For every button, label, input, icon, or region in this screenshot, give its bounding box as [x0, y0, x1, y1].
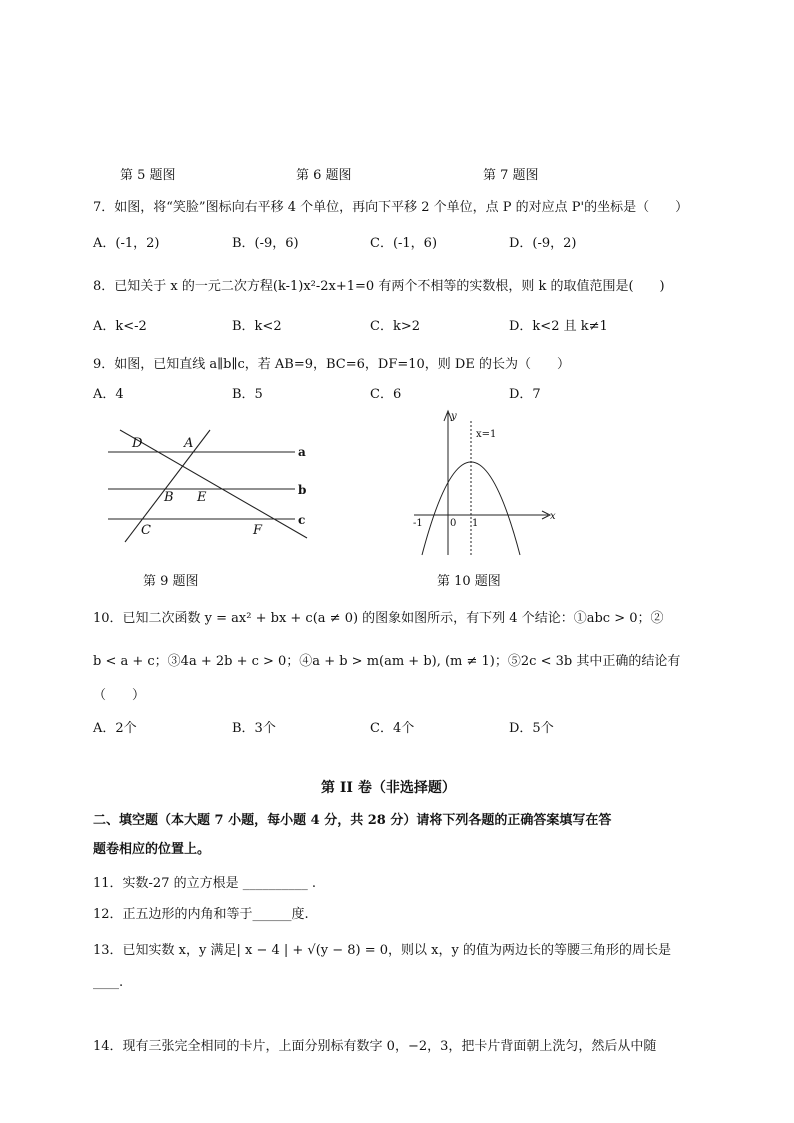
q8-option-d: D．k<2 且 k≠1 — [509, 319, 608, 334]
label-one: 1 — [472, 518, 479, 529]
label-a: a — [298, 445, 306, 459]
q8-option-b: B．k<2 — [232, 319, 282, 334]
section-2-instruction-line2: 题卷相应的位置上。 — [93, 842, 211, 857]
q9-option-a: A．4 — [93, 387, 124, 402]
q10-option-d: D．5个 — [509, 721, 554, 736]
question-13-line2: ____. — [93, 975, 124, 990]
label-x: x — [550, 511, 556, 522]
label-b: b — [298, 483, 307, 497]
label-F: F — [253, 523, 263, 538]
figure-10 — [408, 405, 558, 560]
fig5-caption: 第 5 题图 — [120, 168, 176, 183]
q7-option-d: D．(-9，2) — [509, 236, 577, 251]
section-2-heading: 第 II 卷（非选择题） — [321, 780, 456, 796]
q8-option-a: A．k<-2 — [93, 319, 147, 334]
label-neg1: -1 — [413, 518, 423, 529]
q9-option-c: C．6 — [370, 387, 402, 402]
figure-9 — [100, 425, 320, 550]
fig9-caption: 第 9 题图 — [143, 574, 199, 589]
q10-option-a: A．2个 — [93, 721, 137, 736]
question-8: 8．已知关于 x 的一元二次方程(k-1)x²-2x+1=0 有两个不相等的实数根，则 k 的取值范围是( ) — [93, 279, 665, 294]
q7-option-b: B．(-9，6) — [232, 236, 299, 251]
fig10-caption: 第 10 题图 — [437, 574, 501, 589]
label-D: D — [132, 436, 143, 451]
question-7: 7．如图，将“笑脸”图标向右平移 4 个单位，再向下平移 2 个单位，点 P 的对应点 P'的坐标是（ ） — [93, 200, 689, 215]
label-E: E — [197, 490, 207, 505]
transversal-def — [120, 430, 307, 538]
label-zero: 0 — [450, 518, 457, 529]
q9-option-b: B．5 — [232, 387, 263, 402]
question-11: 11．实数-27 的立方根是 __________ . — [93, 876, 317, 891]
label-axis: x=1 — [476, 429, 497, 440]
question-9: 9．如图，已知直线 a∥b∥c，若 AB=9，BC=6，DF=10，则 DE 的长为（ ） — [93, 357, 570, 372]
label-B: B — [164, 490, 174, 505]
fig7-caption: 第 7 题图 — [483, 168, 539, 183]
question-12: 12．正五边形的内角和等于______度. — [93, 907, 309, 922]
question-10-line3: （ ） — [93, 688, 146, 703]
q7-option-c: C．(-1，6) — [370, 236, 438, 251]
label-c: c — [298, 513, 306, 527]
section-2-instruction-line1: 二、填空题（本大题 7 小题，每小题 4 分，共 28 分）请将下列各题的正确答案填写在答 — [93, 813, 612, 828]
q10-option-c: C．4个 — [370, 721, 415, 736]
q9-option-d: D．7 — [509, 387, 541, 402]
q8-option-c: C．k>2 — [370, 319, 420, 334]
label-C: C — [141, 523, 151, 538]
q7-option-a: A．(-1，2) — [93, 236, 160, 251]
question-10-line2: b < a + c；③4a + 2b + c > 0；④a + b > m(am + b), (m ≠ 1)；⑤2c < 3b 其中正确的结论有 — [93, 654, 681, 669]
label-A: A — [184, 436, 194, 451]
q10-option-b: B．3个 — [232, 721, 276, 736]
fig6-caption: 第 6 题图 — [296, 168, 352, 183]
question-13-line1: 13．已知实数 x，y 满足| x − 4 | + √(y − 8) = 0，则以 x，y 的值为两边长的等腰三角形的周长是 — [93, 943, 671, 958]
question-14: 14．现有三张完全相同的卡片，上面分别标有数字 0，−2，3，把卡片背面朝上洗匀，然后从中随 — [93, 1039, 657, 1054]
label-y: y — [451, 411, 457, 422]
question-10-line1: 10．已知二次函数 y = ax² + bx + c(a ≠ 0) 的图象如图所示，有下列 4 个结论：①abc > 0；② — [93, 611, 664, 626]
